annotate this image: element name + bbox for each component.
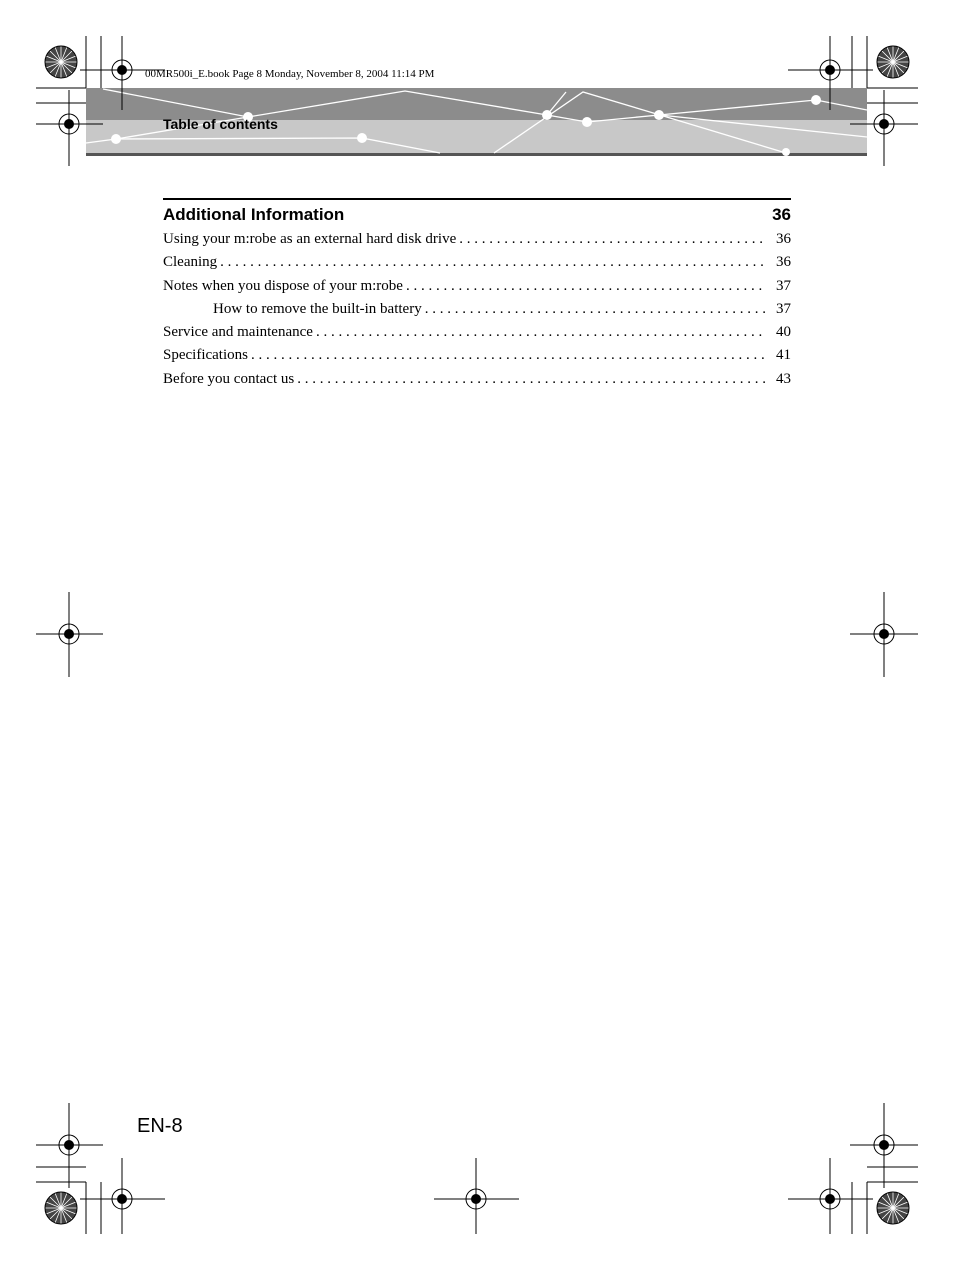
registration-target-left-middle — [36, 592, 103, 677]
running-header: Table of contents — [163, 116, 278, 132]
registration-target-bottom-center — [434, 1158, 519, 1234]
toc-entry-page: 37 — [776, 300, 791, 317]
toc-entry[interactable] — [163, 275, 791, 298]
toc-entry-page: 36 — [776, 231, 791, 247]
toc-entry-title: Cleaning — [163, 254, 218, 271]
dot-leader — [459, 228, 767, 251]
toc-entry-title: How to remove the built-in battery — [213, 300, 422, 317]
registration-target-right-lower — [850, 1103, 918, 1188]
section-title: Additional Information — [163, 205, 345, 224]
toc-entry[interactable] — [163, 251, 791, 274]
toc-entry-title: Specifications — [163, 347, 248, 364]
toc-subentry[interactable] — [163, 298, 791, 321]
dot-leader — [406, 275, 767, 298]
dot-leader — [425, 298, 767, 321]
dot-leader — [251, 344, 767, 367]
toc-entry-title: Using your m:robe as an external hard disk drive — [163, 231, 457, 247]
toc-entry[interactable] — [163, 228, 791, 251]
section-page: 36 — [772, 205, 791, 224]
star-target-bottom-left — [45, 1192, 77, 1224]
star-target-bottom-right — [877, 1192, 909, 1224]
dot-leader — [316, 321, 767, 344]
toc-entry-title: Before you contact us — [163, 370, 295, 387]
toc-entry-page: 43 — [776, 370, 791, 387]
dot-leader — [220, 251, 767, 274]
toc-entry-page: 40 — [776, 324, 791, 341]
toc-entry-title: Service and maintenance — [163, 324, 313, 341]
registration-target-bottom-right — [788, 1158, 873, 1234]
dot-leader — [297, 368, 767, 391]
registration-target-bottom-left — [80, 1158, 165, 1234]
toc-section-heading — [163, 200, 791, 228]
toc-entry-page: 41 — [776, 347, 791, 364]
toc-entry[interactable] — [163, 368, 791, 391]
toc-entry-page: 37 — [776, 277, 791, 294]
star-target-top-right — [877, 46, 909, 78]
registration-target-right-middle — [850, 592, 918, 677]
toc-entry[interactable] — [163, 344, 791, 367]
print-slug: 00MR500i_E.book Page 8 Monday, November 8, 2004 11:14 PM — [145, 68, 435, 80]
toc-entry[interactable] — [163, 321, 791, 344]
star-target-top-left — [45, 46, 77, 78]
toc-entry-page: 36 — [776, 254, 791, 271]
registration-target-left-lower — [36, 1103, 103, 1188]
page-number: EN-8 — [137, 1115, 183, 1137]
table-of-contents — [163, 198, 791, 391]
toc-entry-title: Notes when you dispose of your m:robe — [163, 277, 403, 294]
